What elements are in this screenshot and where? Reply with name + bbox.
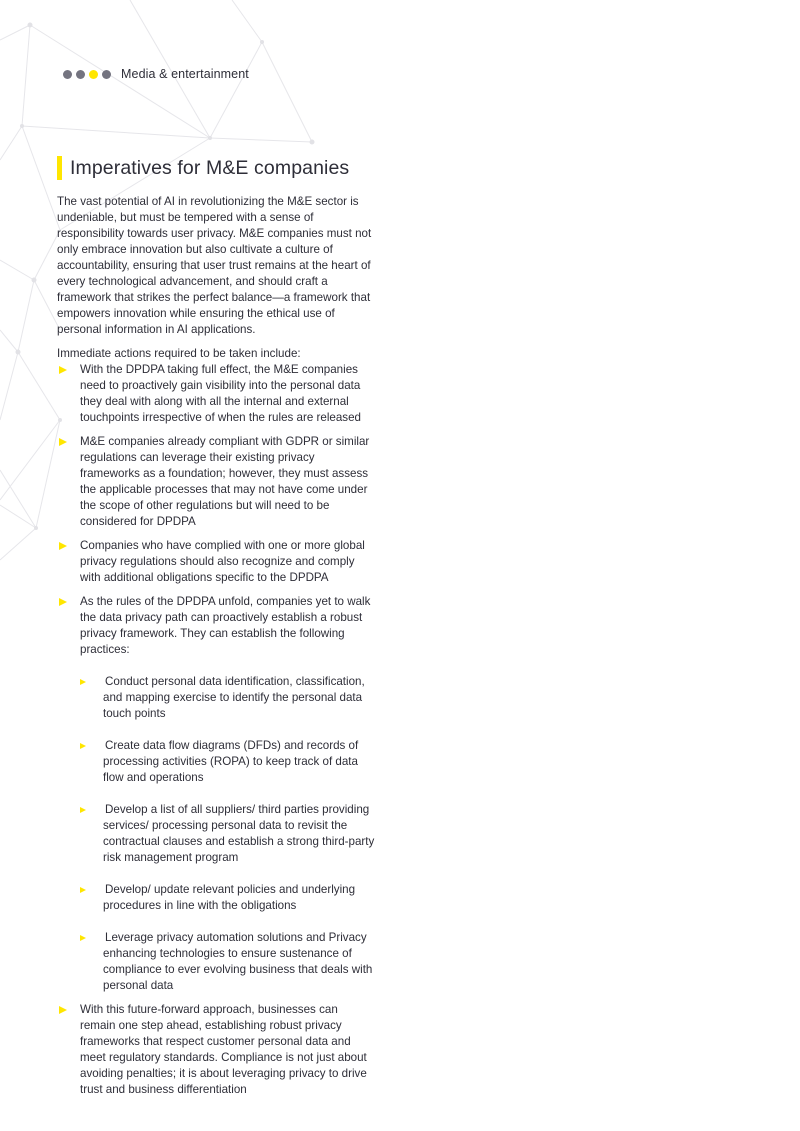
list-item-text: Companies who have complied with one or more global privacy regulations should also recognize and comply with additional obligations specific to the DPDPA — [80, 539, 365, 584]
sub-list-item — [80, 802, 375, 866]
article-body — [57, 194, 375, 1106]
bullet-arrow-icon — [59, 598, 67, 606]
list-item — [57, 434, 375, 530]
sub-bullet-arrow-icon — [80, 679, 86, 685]
section-header — [63, 66, 249, 82]
sub-bullet-arrow-icon — [80, 887, 86, 893]
header-dot-icon — [102, 70, 111, 79]
sub-bullet-arrow-icon — [80, 807, 86, 813]
bullet-arrow-icon — [59, 1006, 67, 1014]
header-dot-icon — [76, 70, 85, 79]
sub-bullet-arrow-icon — [80, 743, 86, 749]
bullet-arrow-icon — [59, 542, 67, 550]
section-label: Media & entertainment — [121, 67, 249, 81]
actions-list — [57, 362, 375, 1098]
page-title-block — [57, 156, 349, 180]
sub-list-item-text: Develop/ update relevant policies and underlying procedures in line with the obligations — [103, 883, 356, 912]
header-dot-accent-icon — [89, 70, 98, 79]
header-dot-icon — [63, 70, 72, 79]
page-title: Imperatives for M&E companies — [70, 156, 350, 179]
sub-list-item-text: Create data flow diagrams (DFDs) and records of processing activities (ROPA) to keep track of data flow and operations — [103, 739, 359, 784]
sub-list-item-text: Develop a list of all suppliers/ third parties providing services/ processing personal data to revisit the contractual clauses and establish a strong third-party risk management program — [103, 803, 375, 864]
bullet-arrow-icon — [59, 366, 67, 374]
list-item-text: As the rules of the DPDPA unfold, companies yet to walk the data privacy path can proactively establish a robust privacy framework. They can establish the following practices: — [80, 595, 371, 656]
sub-list-item — [80, 882, 375, 914]
sub-bullet-arrow-icon — [80, 935, 86, 941]
sub-list-item — [80, 674, 375, 722]
sub-list-item — [80, 738, 375, 786]
intro-paragraph: The vast potential of AI in revolutionizing the M&E sector is undeniable, but must be tempered with a sense of responsibility towards user privacy. M&E companies must not only embrace innovation but also cultivate a culture of accountability, ensuring that user trust remains at the heart of every technological advancement, and should craft a framework that strikes the perfect balance—a framework that empowers innovation while ensuring the ethical use of personal information in AI applications. — [57, 195, 372, 336]
sub-list-item-text: Conduct personal data identification, classification, and mapping exercise to identify the personal data touch points — [103, 675, 365, 720]
title-accent-bar — [57, 156, 62, 180]
list-item-text: With this future-forward approach, businesses can remain one step ahead, establishing robust privacy frameworks that respect customer personal data and meet regulatory standards. Compliance is not just about avoiding penalties; it is about leveraging privacy to drive trust and business differentiation — [80, 1003, 367, 1096]
list-item — [57, 1002, 375, 1098]
list-item — [57, 538, 375, 586]
actions-intro: Immediate actions required to be taken include: — [57, 347, 301, 360]
list-item-text: With the DPDPA taking full effect, the M&E companies need to proactively gain visibility into the personal data they deal with along with all the internal and external touchpoints irrespective of when the rules are released — [80, 363, 361, 424]
bullet-arrow-icon — [59, 438, 67, 446]
practices-list — [80, 674, 375, 994]
list-item — [57, 594, 375, 994]
sub-list-item-text: Leverage privacy automation solutions and Privacy enhancing technologies to ensure sustenance of compliance to ever evolving business that deals with personal data — [103, 931, 373, 992]
list-item-text: M&E companies already compliant with GDPR or similar regulations can leverage their existing privacy frameworks as a foundation; however, they must assess the applicable processes that may not have come under the scope of other regulations but will need to be considered for DPDPA — [80, 435, 370, 528]
list-item — [57, 362, 375, 426]
sub-list-item — [80, 930, 375, 994]
